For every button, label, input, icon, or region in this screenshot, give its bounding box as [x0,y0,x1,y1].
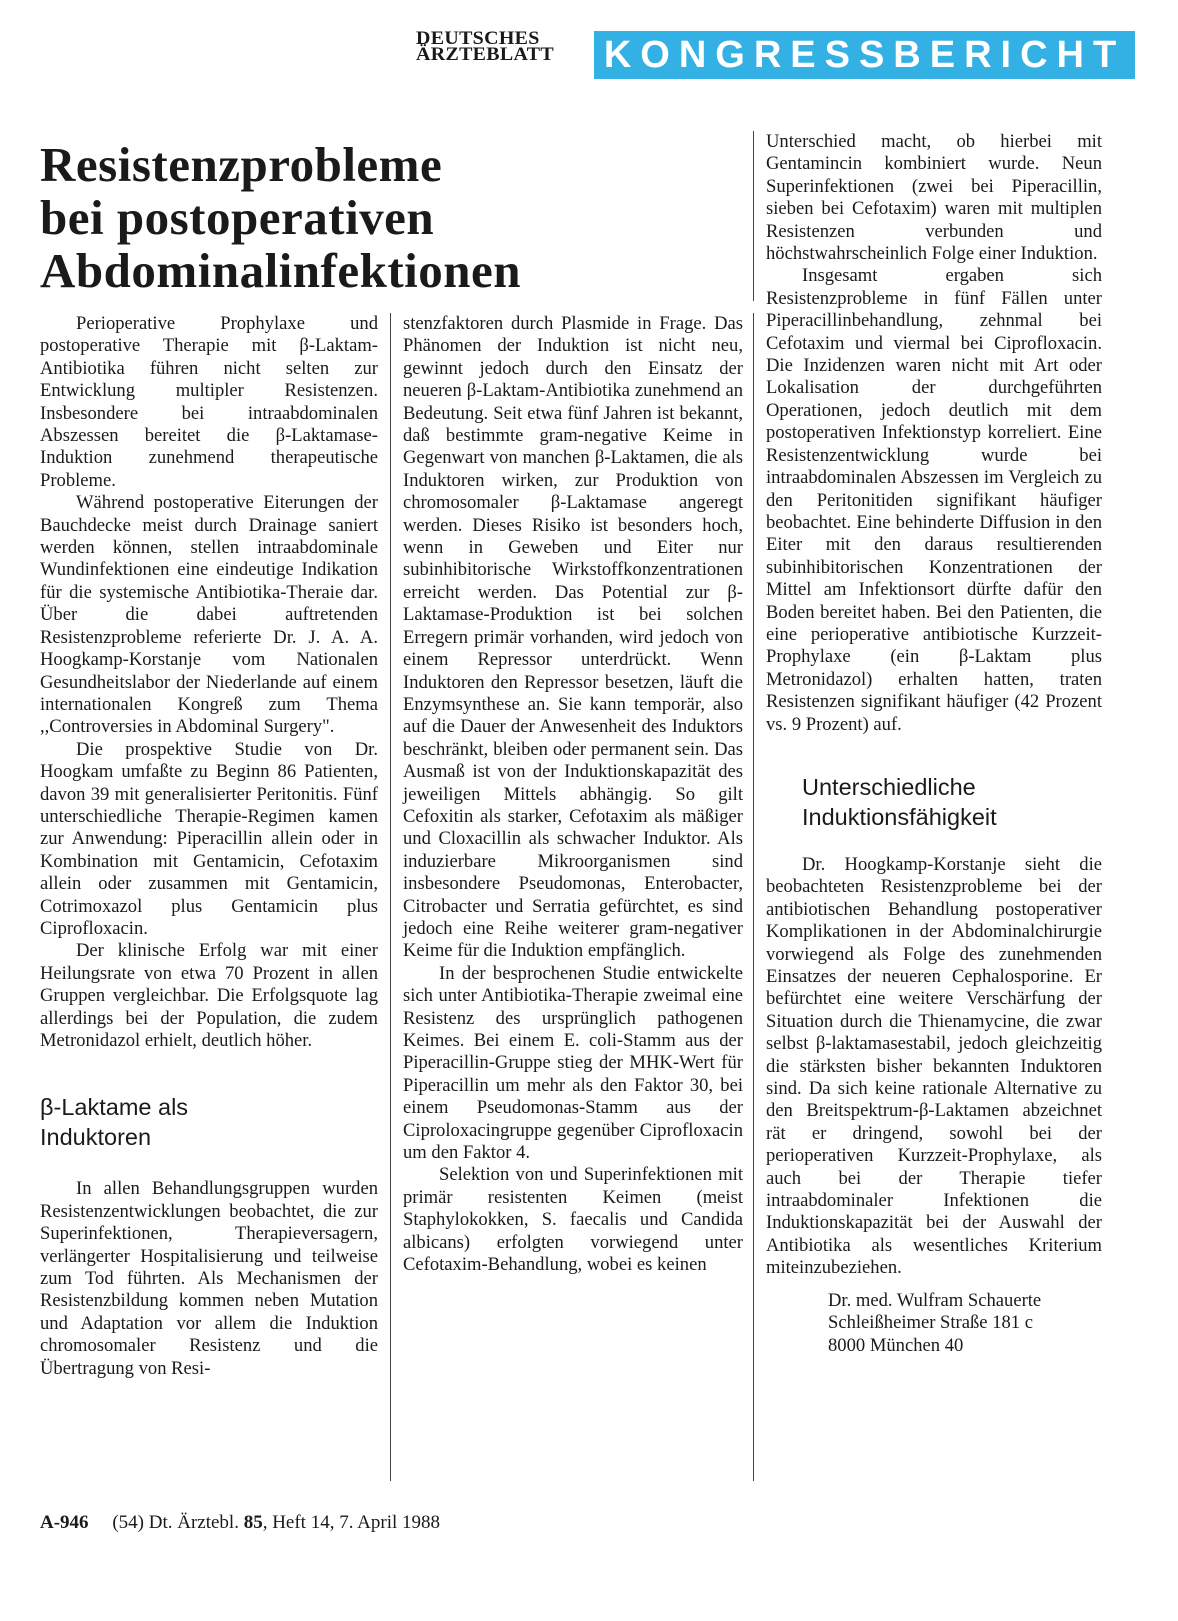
signature-line: 8000 München 40 [828,1334,964,1356]
column-rule-left [390,313,391,1481]
paragraph: Selektion von und Superinfektionen mit primär resistenten Keimen (meist Staphylokokken, S. faecalis und Candida albicans) erfolgten vorwiegend unter Cefotaxim-Behandlung, wobei es keinen [403,1164,743,1276]
heading-line: β-Laktame als [40,1094,189,1121]
paragraph: Insgesamt ergaben sich Resistenzprobleme in fünf Fällen unter Piperacillinbehandlung, zehnmal bei Cefotaxim und viermal bei Ciprofloxacin. Die Inzidenzen waren nicht mit Art oder Lokalisation der durchgeführten Operationen, jedoch deutlich mit dem postoperativen Infektionstyp korreliert. Eine Resistenzentwicklung wurde bei intraabdominalen Abszessen im Vergleich zu den Peritonitiden signifikant häufiger beobachtet. Eine behinderte Diffusion in den Eiter mit den daraus resultierenden subinhibitorischen Konzentrationen der Mittel am Infektionsort dürfte dafür den Boden bereitet haben. Bei den Patienten, die eine perioperative antibiotische Kurzzeit-Prophylaxe (ein β-Laktam plus Metronidazol) erhalten hatten, traten Resistenzen signifikant häufiger (42 Prozent vs. 9 Prozent) auf. [766,265,1102,735]
paragraph: stenzfaktoren durch Plasmide in Frage. Das Phänomen der Induktion ist nicht neu, gewinnt jedoch durch den Einsatz der neueren β-Laktam-Antibiotika zunehmend an Bedeutung. Seit etwa fünf Jahren ist bekannt, daß bestimmte gram-negative Keime in Gegenwart von manchen β-Laktamen, die als Induktoren wirken, zur Produktion von chromosomaler β-Laktamase angeregt werden. Dieses Risiko ist besonders hoch, wenn in Geweben und Eiter nur subinhibitorische Wirkstoffkonzentrationen erreicht werden. Das Potential zur β-Laktamase-Produktion ist bei solchen Erregern primär vorhanden, wird jedoch von einem Repressor unterdrückt. Wenn Induktoren den Repressor besetzen, läuft die Enzymsynthese an. Sie kann temporär, also auf die Dauer der Anwesenheit des Induktors beschränkt, bleiben oder permanent sein. Das Ausmaß ist von der Induktionskapazität des jeweiligen Mittels abhängig. So gilt Cefoxitin als starker, Cefotaxim als mäßiger und Cloxacillin als schwacher Induktor. Als induzierbare Mikroorganismen sind insbesondere Pseudomonas, Enterobacter, Citrobacter und Serratia gefürchtet, es sind jedoch eine Reihe weiterer gram-negativer Keime für die Induktion empfänglich. [403,313,743,962]
masthead-line2: ÄRZTEBLATT [416,44,555,65]
section-heading [766,772,1102,832]
heading-line: Induktoren [40,1124,152,1151]
section-heading [40,1092,378,1152]
paragraph: In allen Behandlungsgruppen wurden Resistenzentwicklungen beobachtet, die zur Superinfektionen, Therapieversagern, verlängerter Hospitalisierung und teilweise zum Tod führten. Als Mechanismen der Resistenzbildung kommen neben Mutation und Adaptation vor allem die Induktion chromosomaler Resistenz und die Übertragung von Resi- [40,1178,378,1379]
page-footer [40,1512,440,1534]
paragraph: Die prospektive Studie von Dr. Hoogkam umfaßte zu Beginn 86 Patienten, davon 39 mit generalisierter Peritonitis. Fünf unterschiedliche Therapie-Regimen kamen zur Anwendung: Piperacillin allein oder in Kombination mit Gentamicin, Cefotaxim allein oder zusammen mit Gentamicin, Cotrimoxazol plus Gentamicin plus Ciprofloxacin. [40,738,378,939]
author-signature [766,1290,1102,1357]
title-line: bei postoperativen [40,190,435,245]
section-banner: KONGRESSBERICHT [594,31,1135,79]
paragraph: In der besprochenen Studie entwickelte sich unter Antibiotika-Therapie zweimal eine Resistenz des ursprünglich pathogenen Keimes. Bei einem E. coli-Stamm aus der Piperacillin-Gruppe stieg der MHK-Wert für Piperacillin um mehr als den Faktor 30, bei einem Pseudomonas-Stamm aus der Ciproloxacingruppe gegenüber Ciprofloxacin um den Faktor 4. [403,962,743,1164]
citation-suffix: , Heft 14, 7. April 1988 [262,1512,441,1533]
heading-line: Unterschiedliche [802,773,976,800]
masthead-line1: DEUTSCHES [416,28,540,49]
masthead [416,28,582,65]
volume-number: 85 [243,1512,263,1533]
signature-line: Schleißheimer Straße 181 c [828,1312,1033,1334]
column-2 [403,313,743,1276]
paragraph: Dr. Hoogkamp-Korstanje sieht die beobachteten Resistenzprobleme bei der antibiotischen Behandlung postoperativer Komplikationen in der Abdominalchirurgie vorwiegend als Folge des zunehmenden Einsatzes der neueren Cephalosporine. Er befürchtet eine weitere Verschärfung der Situation durch die Thienamycine, die zwar selbst β-laktamasestabil, jedoch gleichzeitig die stärksten bisher bekannten Induktoren sind. Da sich keine rationale Alternative zu den Breitspektrum-β-Laktamen abzeichnet rät er dringend, sowohl bei der perioperativen Kurzzeit-Prophylaxe, als auch bei der Therapie tiefer intraabdominaler Infektionen die Induktionskapazität bei der Auswahl der Antibiotika als wesentliches Kriterium miteinzubeziehen. [766,853,1102,1279]
article-title [40,138,760,297]
column-rule-right [753,313,754,1481]
paragraph: Unterschied macht, ob hierbei mit Gentamincin kombiniert wurde. Neun Superinfektionen (zwei bei Piperacillin, sieben bei Cefotaxim) waren mit multiplen Resistenzen verbunden und höchstwahrscheinlich Folge einer Induktion. [766,131,1102,265]
paragraph: Perioperative Prophylaxe und postoperative Therapie mit β-Laktam-Antibiotika führen nicht selten zur Entwicklung multipler Resistenzen. Insbesondere bei intraabdominalen Abszessen bereitet die β-Laktamase-Induktion zunehmend therapeutische Probleme. [40,313,378,491]
page-number: A-946 [40,1512,89,1533]
column-3 [766,131,1102,1357]
title-line: Abdominalinfektionen [40,243,522,298]
signature-line: Dr. med. Wulfram Schauerte [828,1289,1042,1311]
column-1 [40,313,378,1380]
heading-line: Induktionsfähigkeit [802,803,997,830]
paragraph: Während postoperative Eiterungen der Bauchdecke meist durch Drainage saniert werden können, stellen intraabdominale Wundinfektionen eine eindeutige Indikation für die systemische Antibiotika-Theraie dar. Über die dabei auftretenden Resistenzprobleme referierte Dr. J. A. A. Hoogkamp-Korstanje vom Nationalen Gesundheitslabor der Niederlande auf einem internationalen Kongreß zum Thema ,,Controversies in Abdominal Surgery". [40,492,378,738]
citation-prefix: (54) Dt. Ärztebl. [112,1512,239,1533]
title-line: Resistenzprobleme [40,137,443,192]
paragraph: Der klinische Erfolg war mit einer Heilungsrate von etwa 70 Prozent in allen Gruppen vergleichbar. Die Erfolgsquote lag allerdings bei der Population, die zudem Metronidazol erhielt, deutlich höher. [40,940,378,1051]
